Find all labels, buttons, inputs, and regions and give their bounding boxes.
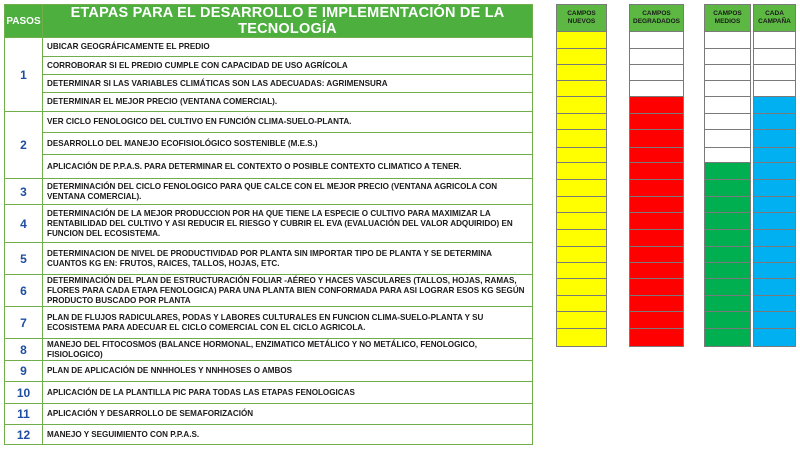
step-number: 7 bbox=[5, 307, 43, 339]
step-description: DETERMINACIÓN DEL CICLO FENOLOGICO PARA QUE CALCE CON EL MEJOR PRECIO (VENTANA AGRICOLA CON VENTANA COMERCIAL). bbox=[43, 179, 533, 205]
campos-nuevos-cell bbox=[557, 32, 606, 49]
campos-medios-cell bbox=[705, 65, 750, 81]
campos-nuevos-cell bbox=[557, 130, 606, 148]
cada-campana-cell bbox=[754, 180, 795, 197]
campos-medios-cell bbox=[705, 296, 750, 312]
campos-nuevos-cell bbox=[557, 213, 606, 230]
cada-campana-cell bbox=[754, 296, 795, 312]
table-row bbox=[5, 243, 533, 275]
campos-degradados-cell bbox=[630, 197, 683, 213]
cada-campana-cell bbox=[754, 97, 795, 114]
table-row bbox=[5, 339, 533, 361]
step-number: 9 bbox=[5, 361, 43, 382]
campos-degradados-cell bbox=[630, 81, 683, 97]
campos-nuevos-cell bbox=[557, 197, 606, 213]
campos-nuevos-cell bbox=[557, 49, 606, 65]
table-title: ETAPAS PARA EL DESARROLLO E IMPLEMENTACIÓN DE LA TECNOLOGÍA bbox=[43, 5, 533, 38]
campos-medios-cell bbox=[705, 197, 750, 213]
step-number: 4 bbox=[5, 205, 43, 243]
campos-medios-cell bbox=[705, 213, 750, 230]
cada-campana-cell bbox=[754, 329, 795, 346]
campos-degradados-cell bbox=[630, 296, 683, 312]
campos-degradados-cell bbox=[630, 180, 683, 197]
step-description: VER CICLO FENOLOGICO DEL CULTIVO EN FUNCIÓN CLIMA-SUELO-PLANTA. bbox=[43, 112, 533, 133]
table-row bbox=[5, 38, 533, 57]
campos-medios-cell bbox=[705, 81, 750, 97]
cada-campana-column bbox=[753, 4, 796, 347]
campos-nuevos-cell bbox=[557, 180, 606, 197]
campos-nuevos-cell bbox=[557, 279, 606, 296]
step-number: 11 bbox=[5, 404, 43, 425]
table-row bbox=[5, 425, 533, 445]
campos-medios-cell bbox=[705, 312, 750, 329]
campos-degradados-cell bbox=[630, 230, 683, 247]
table-row bbox=[5, 133, 533, 155]
campos-medios-cell bbox=[705, 247, 750, 263]
campos-degradados-cell bbox=[630, 32, 683, 49]
campos-degradados-cell bbox=[630, 247, 683, 263]
table-row bbox=[5, 75, 533, 93]
campos-degradados-cell bbox=[630, 148, 683, 163]
cada-campana-cell bbox=[754, 247, 795, 263]
cada-campana-cell bbox=[754, 49, 795, 65]
campos-nuevos-cell bbox=[557, 296, 606, 312]
campos-medios-cell bbox=[705, 114, 750, 130]
cada-campana-cell bbox=[754, 163, 795, 180]
step-description: APLICACIÓN DE P.P.A.S. PARA DETERMINAR EL CONTEXTO O POSIBLE CONTEXTO CLIMATICO A TENER. bbox=[43, 155, 533, 179]
campos-degradados-cell bbox=[630, 279, 683, 296]
campos-medios-cell bbox=[705, 148, 750, 163]
table-row bbox=[5, 93, 533, 112]
campos-degradados-cell bbox=[630, 114, 683, 130]
table-row bbox=[5, 361, 533, 382]
campos-medios-cell bbox=[705, 279, 750, 296]
cada-campana-cell bbox=[754, 312, 795, 329]
campos-nuevos-cell bbox=[557, 263, 606, 279]
campos-medios-cell bbox=[705, 329, 750, 346]
cada-campana-cell bbox=[754, 81, 795, 97]
table-row bbox=[5, 404, 533, 425]
step-description: UBICAR GEOGRÁFICAMENTE EL PREDIO bbox=[43, 38, 533, 57]
step-description: MANEJO DEL FITOCOSMOS (BALANCE HORMONAL, ENZIMATICO METÁLICO Y NO METÁLICO, FENOLOGICO, FISIOLOGICO) bbox=[43, 339, 533, 361]
step-description: CORROBORAR SI EL PREDIO CUMPLE CON CAPACIDAD DE USO AGRÍCOLA bbox=[43, 57, 533, 75]
cada-campana-cell bbox=[754, 32, 795, 49]
cada-campana-cell bbox=[754, 279, 795, 296]
steps-body bbox=[5, 38, 533, 445]
step-number: 8 bbox=[5, 339, 43, 361]
campos-nuevos-cell bbox=[557, 230, 606, 247]
step-number: 1 bbox=[5, 38, 43, 112]
campos-nuevos-cell bbox=[557, 247, 606, 263]
campos-degradados-cell bbox=[630, 213, 683, 230]
table-row bbox=[5, 307, 533, 339]
cada-campana-cell bbox=[754, 148, 795, 163]
campos-medios-header: CAMPOS MEDIOS bbox=[705, 5, 750, 32]
step-description: PLAN DE FLUJOS RADICULARES, PODAS Y LABORES CULTURALES EN FUNCION CLIMA-SUELO-PLANTA Y SU ECOSISTEMA PARA ADECUAR EL CICLO COMERCIAL CON EL CICLO AGRICOLA. bbox=[43, 307, 533, 339]
campos-nuevos-cell bbox=[557, 329, 606, 346]
step-description: PLAN DE APLICACIÓN DE NNHHOLES Y NNHHOSES O AMBOS bbox=[43, 361, 533, 382]
step-description: DETERMINAR EL MEJOR PRECIO (VENTANA COMERCIAL). bbox=[43, 93, 533, 112]
table-row bbox=[5, 179, 533, 205]
campos-medios-cell bbox=[705, 49, 750, 65]
campos-medios-cell bbox=[705, 163, 750, 180]
campos-nuevos-column bbox=[556, 4, 607, 347]
campos-nuevos-cell bbox=[557, 65, 606, 81]
table-row bbox=[5, 275, 533, 307]
campos-medios-cell bbox=[705, 32, 750, 49]
campos-medios-cell bbox=[705, 263, 750, 279]
step-description: DETERMINACION DE NIVEL DE PRODUCTIVIDAD POR PLANTA SIN IMPORTAR TIPO DE PLANTA Y SE DETERMINA CUANTOS KG EN: FRUTOS, RAICES, TALLOS, HOJAS, ETC. bbox=[43, 243, 533, 275]
cada-campana-header: CADA CAMPAÑA bbox=[754, 5, 795, 32]
campos-nuevos-header: CAMPOS NUEVOS bbox=[557, 5, 606, 32]
campos-degradados-cell bbox=[630, 163, 683, 180]
table-row bbox=[5, 205, 533, 243]
campos-medios-cell bbox=[705, 230, 750, 247]
step-description: APLICACIÓN Y DESARROLLO DE SEMAFORIZACIÓN bbox=[43, 404, 533, 425]
campos-medios-cell bbox=[705, 97, 750, 114]
table-row bbox=[5, 112, 533, 133]
step-description: APLICACIÓN DE LA PLANTILLA PIC PARA TODAS LAS ETAPAS FENOLOGICAS bbox=[43, 382, 533, 404]
stages-table bbox=[4, 4, 533, 445]
campos-degradados-column bbox=[629, 4, 684, 347]
cada-campana-cell bbox=[754, 130, 795, 148]
step-description: DETERMINACIÓN DE LA MEJOR PRODUCCION POR HA QUE TIENE LA ESPECIE O CULTIVO PARA MAXIMIZAR LA RENTABILIDAD DEL CULTIVO Y ASI REDUCIR EL RIESGO Y CUBRIR EL EVA (EVALUACIÓN DEL VALOR ADQUIRIDO) EN FUNCION DEL ECOSISTEMA. bbox=[43, 205, 533, 243]
campos-nuevos-cell bbox=[557, 114, 606, 130]
step-description: DETERMINAR SI LAS VARIABLES CLIMÁTICAS SON LAS ADECUADAS: AGRIMENSURA bbox=[43, 75, 533, 93]
cada-campana-cell bbox=[754, 65, 795, 81]
step-description: DESARROLLO DEL MANEJO ECOFISIOLÓGICO SOSTENIBLE (M.E.S.) bbox=[43, 133, 533, 155]
table-row bbox=[5, 382, 533, 404]
cada-campana-cell bbox=[754, 230, 795, 247]
cada-campana-cell bbox=[754, 213, 795, 230]
campos-degradados-cell bbox=[630, 65, 683, 81]
step-number: 6 bbox=[5, 275, 43, 307]
campos-degradados-cell bbox=[630, 130, 683, 148]
step-description: MANEJO Y SEGUIMIENTO CON P.P.A.S. bbox=[43, 425, 533, 445]
cada-campana-cell bbox=[754, 114, 795, 130]
campos-medios-column bbox=[704, 4, 751, 347]
campos-degradados-header: CAMPOS DEGRADADOS bbox=[630, 5, 683, 32]
campos-degradados-cell bbox=[630, 312, 683, 329]
campos-degradados-cell bbox=[630, 49, 683, 65]
campos-degradados-cell bbox=[630, 263, 683, 279]
campos-medios-cell bbox=[705, 180, 750, 197]
campos-nuevos-cell bbox=[557, 81, 606, 97]
campos-nuevos-cell bbox=[557, 148, 606, 163]
step-description: DETERMINACIÓN DEL PLAN DE ESTRUCTURACIÓN FOLIAR -AÉREO Y HACES VASCULARES (TALLOS, HOJAS, RAMAS, FLORES PARA CADA ETAPA FENOLOGICA) PARA UNA PLANTA BIEN CONFORMADA PARA ASI LOGRAR ESOS KG SEGÚN PRODUCTO BUSCADO POR PLANTA bbox=[43, 275, 533, 307]
table-row bbox=[5, 57, 533, 75]
step-number: 5 bbox=[5, 243, 43, 275]
campos-nuevos-cell bbox=[557, 312, 606, 329]
campos-nuevos-cell bbox=[557, 97, 606, 114]
pasos-header: PASOS bbox=[5, 5, 43, 38]
step-number: 3 bbox=[5, 179, 43, 205]
campos-degradados-cell bbox=[630, 97, 683, 114]
step-number: 10 bbox=[5, 382, 43, 404]
cada-campana-cell bbox=[754, 197, 795, 213]
step-number: 2 bbox=[5, 112, 43, 179]
campos-degradados-cell bbox=[630, 329, 683, 346]
cada-campana-cell bbox=[754, 263, 795, 279]
step-number: 12 bbox=[5, 425, 43, 445]
campos-nuevos-cell bbox=[557, 163, 606, 180]
table-row bbox=[5, 155, 533, 179]
campos-medios-cell bbox=[705, 130, 750, 148]
